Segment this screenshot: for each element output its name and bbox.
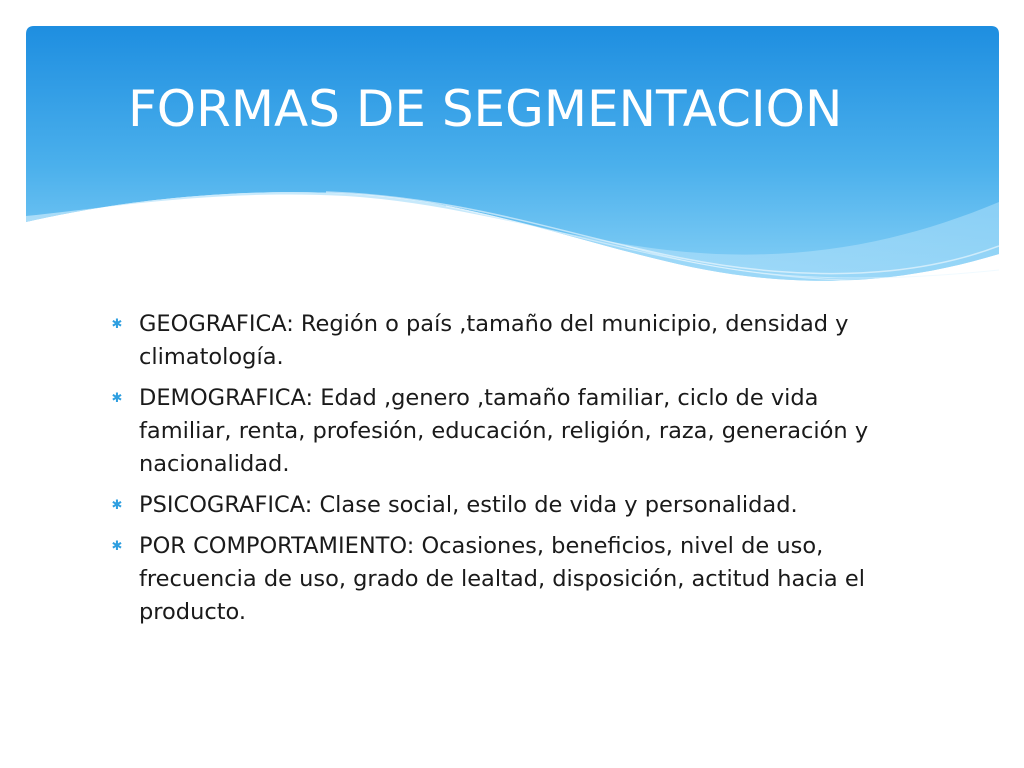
asterisk-bullet-icon: ✱ (111, 391, 123, 406)
asterisk-bullet-icon: ✱ (111, 498, 123, 513)
bullet-text: DEMOGRAFICA: Edad ,genero ,tamaño familiar, ciclo de vida familiar, renta, profesión, educación, religión, raza, generación y nacionalidad. (139, 385, 869, 477)
bullet-text: GEOGRAFICA: Región o país ,tamaño del municipio, densidad y climatología. (139, 311, 849, 370)
header-wave-graphic (26, 26, 999, 296)
bullet-item-psicografica (106, 489, 906, 522)
bullet-list (106, 308, 906, 637)
bullet-item-geografica (106, 308, 906, 374)
asterisk-bullet-icon: ✱ (111, 539, 123, 554)
bullet-item-demografica (106, 382, 906, 481)
bullet-text: PSICOGRAFICA: Clase social, estilo de vida y personalidad. (139, 492, 798, 518)
asterisk-bullet-icon: ✱ (111, 317, 123, 332)
header-banner (26, 26, 999, 296)
bullet-item-comportamiento (106, 530, 906, 629)
slide-title: FORMAS DE SEGMENTACION (128, 80, 843, 138)
bullet-text: POR COMPORTAMIENTO: Ocasiones, beneficios, nivel de uso, frecuencia de uso, grado de lealtad, disposición, actitud hacia el producto. (139, 533, 865, 625)
